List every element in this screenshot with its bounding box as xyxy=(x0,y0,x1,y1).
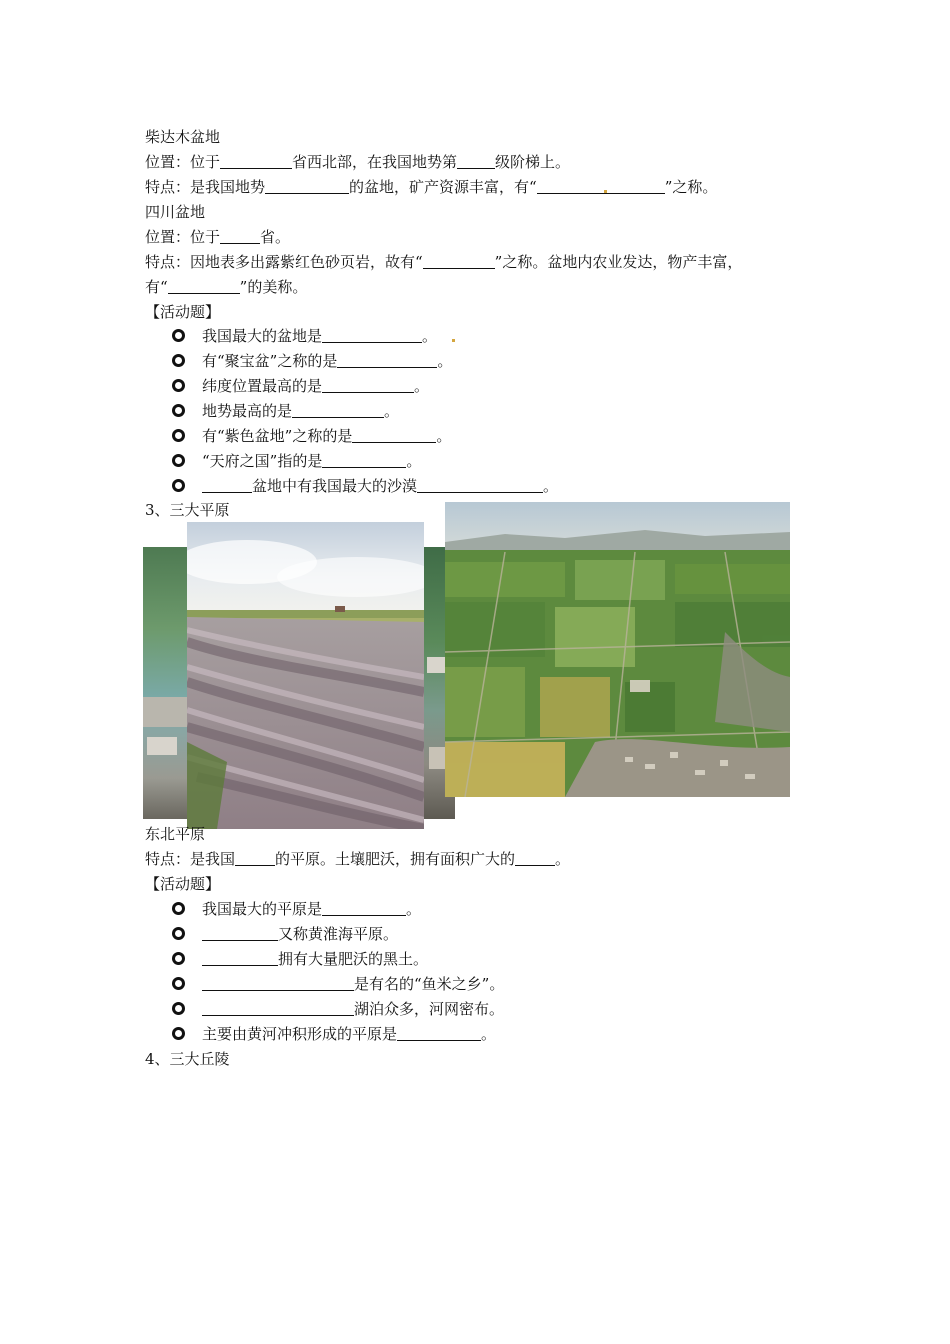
blank xyxy=(457,153,495,169)
sichuan-heading: 四川盆地 xyxy=(145,203,206,221)
bullet-icon xyxy=(172,429,185,442)
list-item: 地势最高的是 。 xyxy=(172,400,399,422)
list-item: 我国最大的盆地是 。 xyxy=(172,325,437,347)
speck xyxy=(452,339,455,342)
speck xyxy=(604,190,607,193)
northeast-heading: 东北平原 xyxy=(145,825,206,843)
bullet-icon xyxy=(172,1002,185,1015)
blank xyxy=(423,253,495,269)
sichuan-feature-cont: 有“ ”的美称。 xyxy=(145,278,308,296)
sichuan-feature: 特点：因地表多出露紫红色砂页岩，故有“ ”之称。盆地内农业发达，物产丰富， xyxy=(145,253,743,271)
section-title: 4、三大丘陵 xyxy=(145,1050,230,1068)
section-title: 3、三大平原 xyxy=(145,501,230,519)
list-item: 有“聚宝盆”之称的是 。 xyxy=(172,350,452,372)
aerial-farmland-photo xyxy=(445,502,790,797)
blank xyxy=(265,178,349,194)
blank xyxy=(220,153,292,169)
list-item: 拥有大量肥沃的黑土。 xyxy=(172,948,428,970)
bullet-icon xyxy=(172,952,185,965)
bullet-icon xyxy=(172,354,185,367)
bullet-icon xyxy=(172,454,185,467)
blank xyxy=(168,278,240,294)
bullet-icon xyxy=(172,329,185,342)
list-item: 盆地中有我国最大的沙漠 。 xyxy=(172,475,558,497)
list-item: 纬度位置最高的是 。 xyxy=(172,375,429,397)
northeast-feature: 特点：是我国 的平原。土壤肥沃，拥有面积广大的 。 xyxy=(145,850,571,868)
list-item: 是有名的“鱼米之乡”。 xyxy=(172,973,504,995)
bullet-icon xyxy=(172,927,185,940)
qaidam-location: 位置：位于 省西北部，在我国地势第 级阶梯上。 xyxy=(145,153,571,171)
bullet-icon xyxy=(172,902,185,915)
bullet-icon xyxy=(172,404,185,417)
blank xyxy=(235,850,275,866)
black-soil-photo xyxy=(187,522,424,829)
list-item: 主要由黄河冲积形成的平原是 。 xyxy=(172,1023,496,1045)
river-town-photo-left xyxy=(143,547,187,819)
list-item: 湖泊众多，河网密布。 xyxy=(172,998,504,1020)
bullet-icon xyxy=(172,479,185,492)
bullet-icon xyxy=(172,977,185,990)
bullet-icon xyxy=(172,379,185,392)
list-item: 有“紫色盆地”之称的是 。 xyxy=(172,425,451,447)
activity-label: 【活动题】 xyxy=(145,875,221,893)
sichuan-location: 位置：位于 省。 xyxy=(145,228,291,246)
qaidam-feature: 特点：是我国地势 的盆地，矿产资源丰富，有“ ”之称。 xyxy=(145,178,718,196)
list-item: 我国最大的平原是 。 xyxy=(172,898,421,920)
blank xyxy=(537,178,665,194)
blank xyxy=(515,850,555,866)
list-item: “天府之国”指的是 。 xyxy=(172,450,421,472)
bullet-icon xyxy=(172,1027,185,1040)
list-item: 又称黄淮海平原。 xyxy=(172,923,398,945)
qaidam-heading: 柴达木盆地 xyxy=(145,128,221,146)
blank xyxy=(220,228,260,244)
activity-label: 【活动题】 xyxy=(145,303,221,321)
